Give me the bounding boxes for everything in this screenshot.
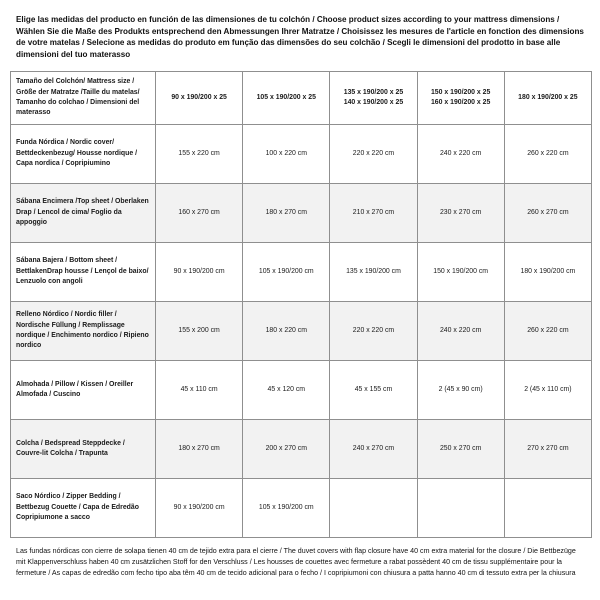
cell-nordic-filler-4: 240 x 220 cm	[417, 301, 504, 360]
mattress-size-table	[10, 71, 592, 538]
cell-bedspread-4: 250 x 270 cm	[417, 419, 504, 478]
table-row	[11, 301, 592, 360]
cell-bedspread-1: 180 x 270 cm	[156, 419, 243, 478]
row-label-nordic-filler: Relleno Nórdico / Nordic filler / Nordische Füllung / Remplissage nordique / Enchimento nordico / Ripieno nordico	[11, 301, 156, 360]
cell-duvet-cover-1: 155 x 220 cm	[156, 124, 243, 183]
table-row	[11, 183, 592, 242]
cell-nordic-filler-1: 155 x 200 cm	[156, 301, 243, 360]
header-col-1: 90 x 190/200 x 25	[156, 71, 243, 124]
table-header-row	[11, 71, 592, 124]
cell-duvet-cover-3: 220 x 220 cm	[330, 124, 417, 183]
cell-pillow-3: 45 x 155 cm	[330, 360, 417, 419]
header-col-4: 150 x 190/200 x 25 160 x 190/200 x 25	[417, 71, 504, 124]
table-row	[11, 124, 592, 183]
table-row	[11, 360, 592, 419]
cell-pillow-2: 45 x 120 cm	[243, 360, 330, 419]
cell-pillow-1: 45 x 110 cm	[156, 360, 243, 419]
row-label-top-sheet: Sábana Encimera /Top sheet / Oberlaken Drap / Lencol de cima/ Foglio da appoggio	[11, 183, 156, 242]
cell-bedspread-2: 200 x 270 cm	[243, 419, 330, 478]
cell-bottom-sheet-2: 105 x 190/200 cm	[243, 242, 330, 301]
row-label-bottom-sheet: Sábana Bajera / Bottom sheet / BettlakenDrap housse / Lençol de baixo/ Lenzuolo con angoli	[11, 242, 156, 301]
cell-bottom-sheet-5: 180 x 190/200 cm	[504, 242, 591, 301]
cell-top-sheet-4: 230 x 270 cm	[417, 183, 504, 242]
header-col-3: 135 x 190/200 x 25 140 x 190/200 x 25	[330, 71, 417, 124]
cell-bottom-sheet-1: 90 x 190/200 cm	[156, 242, 243, 301]
table-body	[11, 71, 592, 537]
cell-top-sheet-1: 160 x 270 cm	[156, 183, 243, 242]
cell-zipper-bedding-2: 105 x 190/200 cm	[243, 478, 330, 537]
cell-nordic-filler-2: 180 x 220 cm	[243, 301, 330, 360]
cell-bottom-sheet-3: 135 x 190/200 cm	[330, 242, 417, 301]
row-label-pillow: Almohada / Pillow / Kissen / Oreiller Almofada / Cuscino	[11, 360, 156, 419]
table-row	[11, 419, 592, 478]
cell-pillow-4: 2 (45 x 90 cm)	[417, 360, 504, 419]
cell-nordic-filler-5: 260 x 220 cm	[504, 301, 591, 360]
cell-bedspread-5: 270 x 270 cm	[504, 419, 591, 478]
footnote-text: Las fundas nórdicas con cierre de solapa tienen 40 cm de tejido extra para el cierre / The duvet covers with flap closure have 40 cm extra material for the closure / Die Bettbezüge mit Klappenverschluss haben 40 cm zusätzlichen Stoff for den Verschluss / Les housses de couettes avec fermeture a rabat possèdent 40 cm de tissu supplémentaire pour la fermeture / As capas de edredão com fecho tipo aba têm 40 cm de tecido adicional para o fecho / I copripiumoni con chiusura a patta hanno 40 cm di tessuto extra per la chiusura	[16, 546, 576, 577]
cell-nordic-filler-3: 220 x 220 cm	[330, 301, 417, 360]
cell-pillow-5: 2 (45 x 110 cm)	[504, 360, 591, 419]
cell-zipper-bedding-5	[504, 478, 591, 537]
cell-zipper-bedding-4	[417, 478, 504, 537]
row-label-duvet-cover: Funda Nórdica / Nordic cover/ Bettdeckenbezug/ Housse nordique / Capa nordica / Copripiumino	[11, 124, 156, 183]
cell-top-sheet-5: 260 x 270 cm	[504, 183, 591, 242]
cell-duvet-cover-2: 100 x 220 cm	[243, 124, 330, 183]
header-col-5: 180 x 190/200 x 25	[504, 71, 591, 124]
cell-duvet-cover-5: 260 x 220 cm	[504, 124, 591, 183]
table-row	[11, 478, 592, 537]
cell-zipper-bedding-1: 90 x 190/200 cm	[156, 478, 243, 537]
cell-bedspread-3: 240 x 270 cm	[330, 419, 417, 478]
cell-top-sheet-3: 210 x 270 cm	[330, 183, 417, 242]
cell-zipper-bedding-3	[330, 478, 417, 537]
header-row-label: Tamaño del Colchón/ Mattress size / Größe der Matratze /Taille du matelas/ Tamanho do colchao / Dimensioni del materasso	[11, 71, 156, 124]
header-col-2: 105 x 190/200 x 25	[243, 71, 330, 124]
cell-bottom-sheet-4: 150 x 190/200 cm	[417, 242, 504, 301]
cell-duvet-cover-4: 240 x 220 cm	[417, 124, 504, 183]
cell-top-sheet-2: 180 x 270 cm	[243, 183, 330, 242]
table-row	[11, 242, 592, 301]
row-label-bedspread: Colcha / Bedspread Steppdecke / Couvre-lit Colcha / Trapunta	[11, 419, 156, 478]
row-label-zipper-bedding: Saco Nórdico / Zipper Bedding / Bettbezug Couette / Capa de Edredão Copripiumone a sacco	[11, 478, 156, 537]
intro-text: Elige las medidas del producto en función de las dimensiones de tu colchón / Choose product sizes according to your mattress dimensions / Wählen Sie die Maße des Produkts entsprechend den Abmessungen Ihrer Matratze / Choisissez les mesures de l'article en fonction des dimensions de votre matelas / Selecione as medidas do produto em função das dimensões do seu colchão / Scegli le dimensioni del prodotto in base alle dimensioni del tuo materasso	[16, 15, 584, 60]
